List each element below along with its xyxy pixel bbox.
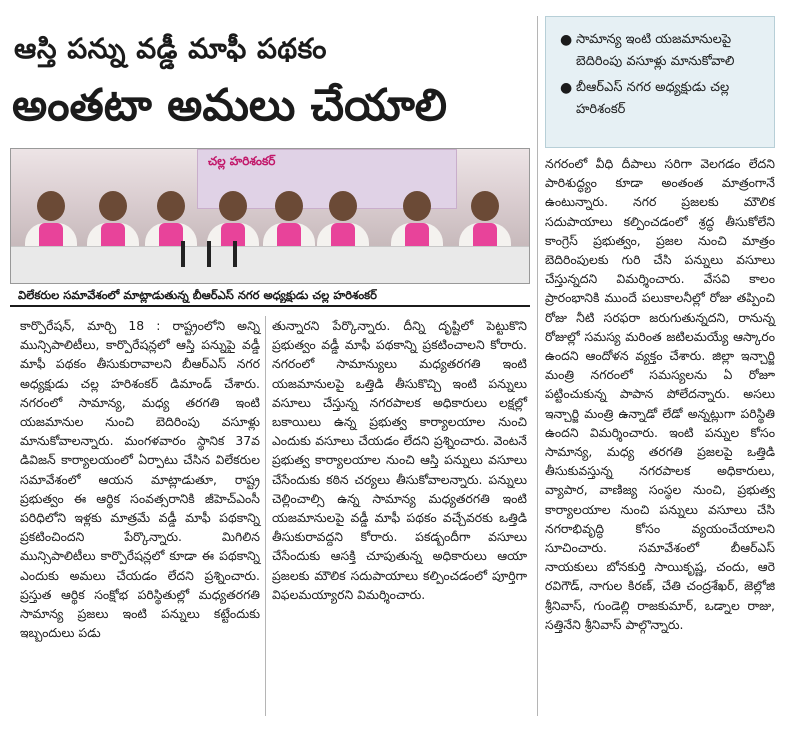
- highlight-text: బీఆర్ఎస్ నగర అధ్యక్షుడు చల్ల హరిశంకర్: [576, 80, 730, 117]
- press-table: [11, 246, 530, 283]
- headline-main: అంతటా అమలు చేయాలి: [12, 80, 448, 131]
- photo-caption: విలేకరుల సమావేశంలో మాట్లాడుతున్న బీఆర్ఎస్ నగర అధ్యక్షుడు చల్ల హరిశంకర్: [18, 288, 377, 302]
- article-paragraph: తున్నారని పేర్కొన్నారు. దీన్ని దృష్టిలో పెట్టుకొని ప్రభుత్వం వడ్డీ మాఫీ పథకాన్ని ప్రకటించాలని కోరారు. నగరంలో సామాన్యులు మధ్యతరగతి ఇంటి యజమానులపై ఒత్తిడి తీసుకొచ్చి ఇంటి పన్నులు వసూలు చేస్తున్న నగరపాలక అధికారులు లక్షల్లో బకాయిలు ఉన్న ప్రభుత్వ కార్యాలయాల నుంచి ఎందుకు వసూలు చేయడం లేదని ప్రశ్నించారు. వెంటనే ప్రభుత్వ కార్యాలయాల నుంచి ఆస్తి పన్నులు వసూలు చేసేందుకు కఠిన చర్యలు తీసుకోవాలన్నారు. పన్నులు చెల్లించాల్సి ఉన్న సామాన్య మధ్యతరగతి ఇంటి యజమానులపై వడ్డీ మాఫీ పథకం వచ్చేవరకు ఒత్తిడి తీసుకురావద్దని కోరారు. పకడ్బందీగా వసూలు చేసేందుకు ఆసక్తి చూపుతున్న అధికారులు ఆయా ప్రజలకు మౌలిక సదుపాయాలు కల్పించడంలో పూర్తిగా విఫలమయ్యారని విమర్శించారు.: [272, 318, 527, 602]
- caption-rule: [10, 305, 530, 307]
- highlight-item: [560, 77, 764, 121]
- bullet-icon: ●: [560, 32, 573, 48]
- highlight-text: సామాన్య ఇంటి యజమానులపై బెదిరింపు వసూళ్లు మానుకోవాలి: [576, 32, 735, 69]
- banner-text: చల్ల హరిశంకర్: [208, 154, 276, 168]
- article-paragraph: నగరంలో వీధి దీపాలు సరిగా వెలగడం లేదని పారిశుద్ధ్యం కూడా అంతంత మాత్రంగానే ఉంటున్నారు. నగర ప్రజలకు మౌలిక సదుపాయాలు కల్పించడంలో శ్రద్ధ తీసుకోలేని కాంగ్రెస్ ప్రభుత్వం, ప్రజల నుంచి మాత్రం బెదిరింపులకు గురి చేసి పన్నులు వసూలు చేస్తున్నదని విమర్శించారు. వేసవి కాలం ప్రారంభానికి ముందే పలుకాలనీల్లో రోజు తప్పించి రోజు నీటి సరఫరా జరుగుతున్నదని, రానున్న రోజుల్లో సమస్య మరింత జటిలమయ్యే ఆస్కారం ఉందని ఆందోళన వ్యక్తం చేశారు. జిల్లా ఇన్చార్జి మంత్రి నగరంలో సమస్యలను ఏ రోజూ పట్టించుకున్న పాపాన పోలేదన్నారు. అసలు ఇన్చార్జి మంత్రి ఉన్నాడో లేడో అన్నట్లుగా పరిస్థితి ఉందని విమర్శించారు. ఇంటి పన్నుల కోసం సామాన్య, మధ్య తరగతి ప్రజలపై ఒత్తిడి తీసుకువస్తున్న నగరపాలక అధికారులు, వ్యాపార, వాణిజ్య సంస్థల నుంచి, ప్రభుత్వ కార్యాలయాల నుంచి పన్నులు వసూలు చేసి నగరాభివృద్ధి కోసం వ్యయంచేయాలని సూచించారు. సమావేశంలో బీఆర్ఎస్ నాయకులు బోనకుర్తి సాయికృష్ణ, చందు, ఆరె రవిగౌడ్, నాగుల కిరణ్, చేతి చంద్రశేఖర్, జెల్లోజి శ్రీనివాస్, గుండెల్లి రాజకుమార్, ఒడ్నాల రాజు, సత్తినేని శ్రీనివాస్ పాల్గొన్నారు.: [545, 156, 775, 632]
- microphone-icon: [233, 241, 237, 267]
- headline-kicker: ఆస్తి పన్ను వడ్డీ మాఫీ పథకం: [14, 32, 327, 65]
- column-divider: [265, 316, 266, 716]
- column-divider: [537, 16, 538, 716]
- press-meet-photo: [10, 148, 530, 284]
- article-column-1: [20, 316, 260, 642]
- microphone-icon: [181, 241, 185, 267]
- bullet-icon: ●: [560, 80, 573, 96]
- highlights-box: [545, 16, 775, 148]
- article-column-3: [545, 154, 775, 634]
- article-column-2: [272, 316, 527, 604]
- microphone-icon: [207, 241, 211, 267]
- article-paragraph: కార్పొరేషన్, మార్చి 18 : రాష్ట్రంలోని అన్ని మున్సిపాలిటీలు, కార్పొరేషన్లలో ఆస్తి పన్నుపై వడ్డీ మాఫీ పథకం తీసుకురావాలని బీఆర్ఎస్ నగర అధ్యక్షుడు చల్ల హరిశంకర్ డిమాండ్ చేశారు. నగరంలో సామాన్య, మధ్య తరగతి ఇంటి యజమానుల నుంచి బెదిరింపు వసూళ్లు మానుకోవాలన్నారు. మంగళవారం స్థానిక 37వ డివిజన్ కార్యాలయంలో ఏర్పాటు చేసిన విలేకరుల సమావేశంలో ఆయన మాట్లాడుతూ, రాష్ట్ర ప్రభుత్వం ఈ ఆర్థిక సంవత్సరానికి జీహెచ్ఎంసీ పరిధిలోని ఇళ్లకు మాత్రమే వడ్డీ మాఫీ పథకాన్ని ప్రకటించిందని పేర్కొన్నారు. మిగిలిన మున్సిపాలిటీలు కార్పొరేషన్లలో కూడా ఈ పథకాన్ని ఎందుకు అమలు చేయడం లేదని ప్రశ్నించారు. ప్రస్తుత ఆర్థిక సంక్షోభ పరిస్థితుల్లో మధ్యతరగతి సామాన్య ప్రజలు ఇంటి పన్నులు కట్టేందుకు ఇబ్బందులు పడు: [20, 318, 260, 641]
- highlight-item: [560, 29, 764, 73]
